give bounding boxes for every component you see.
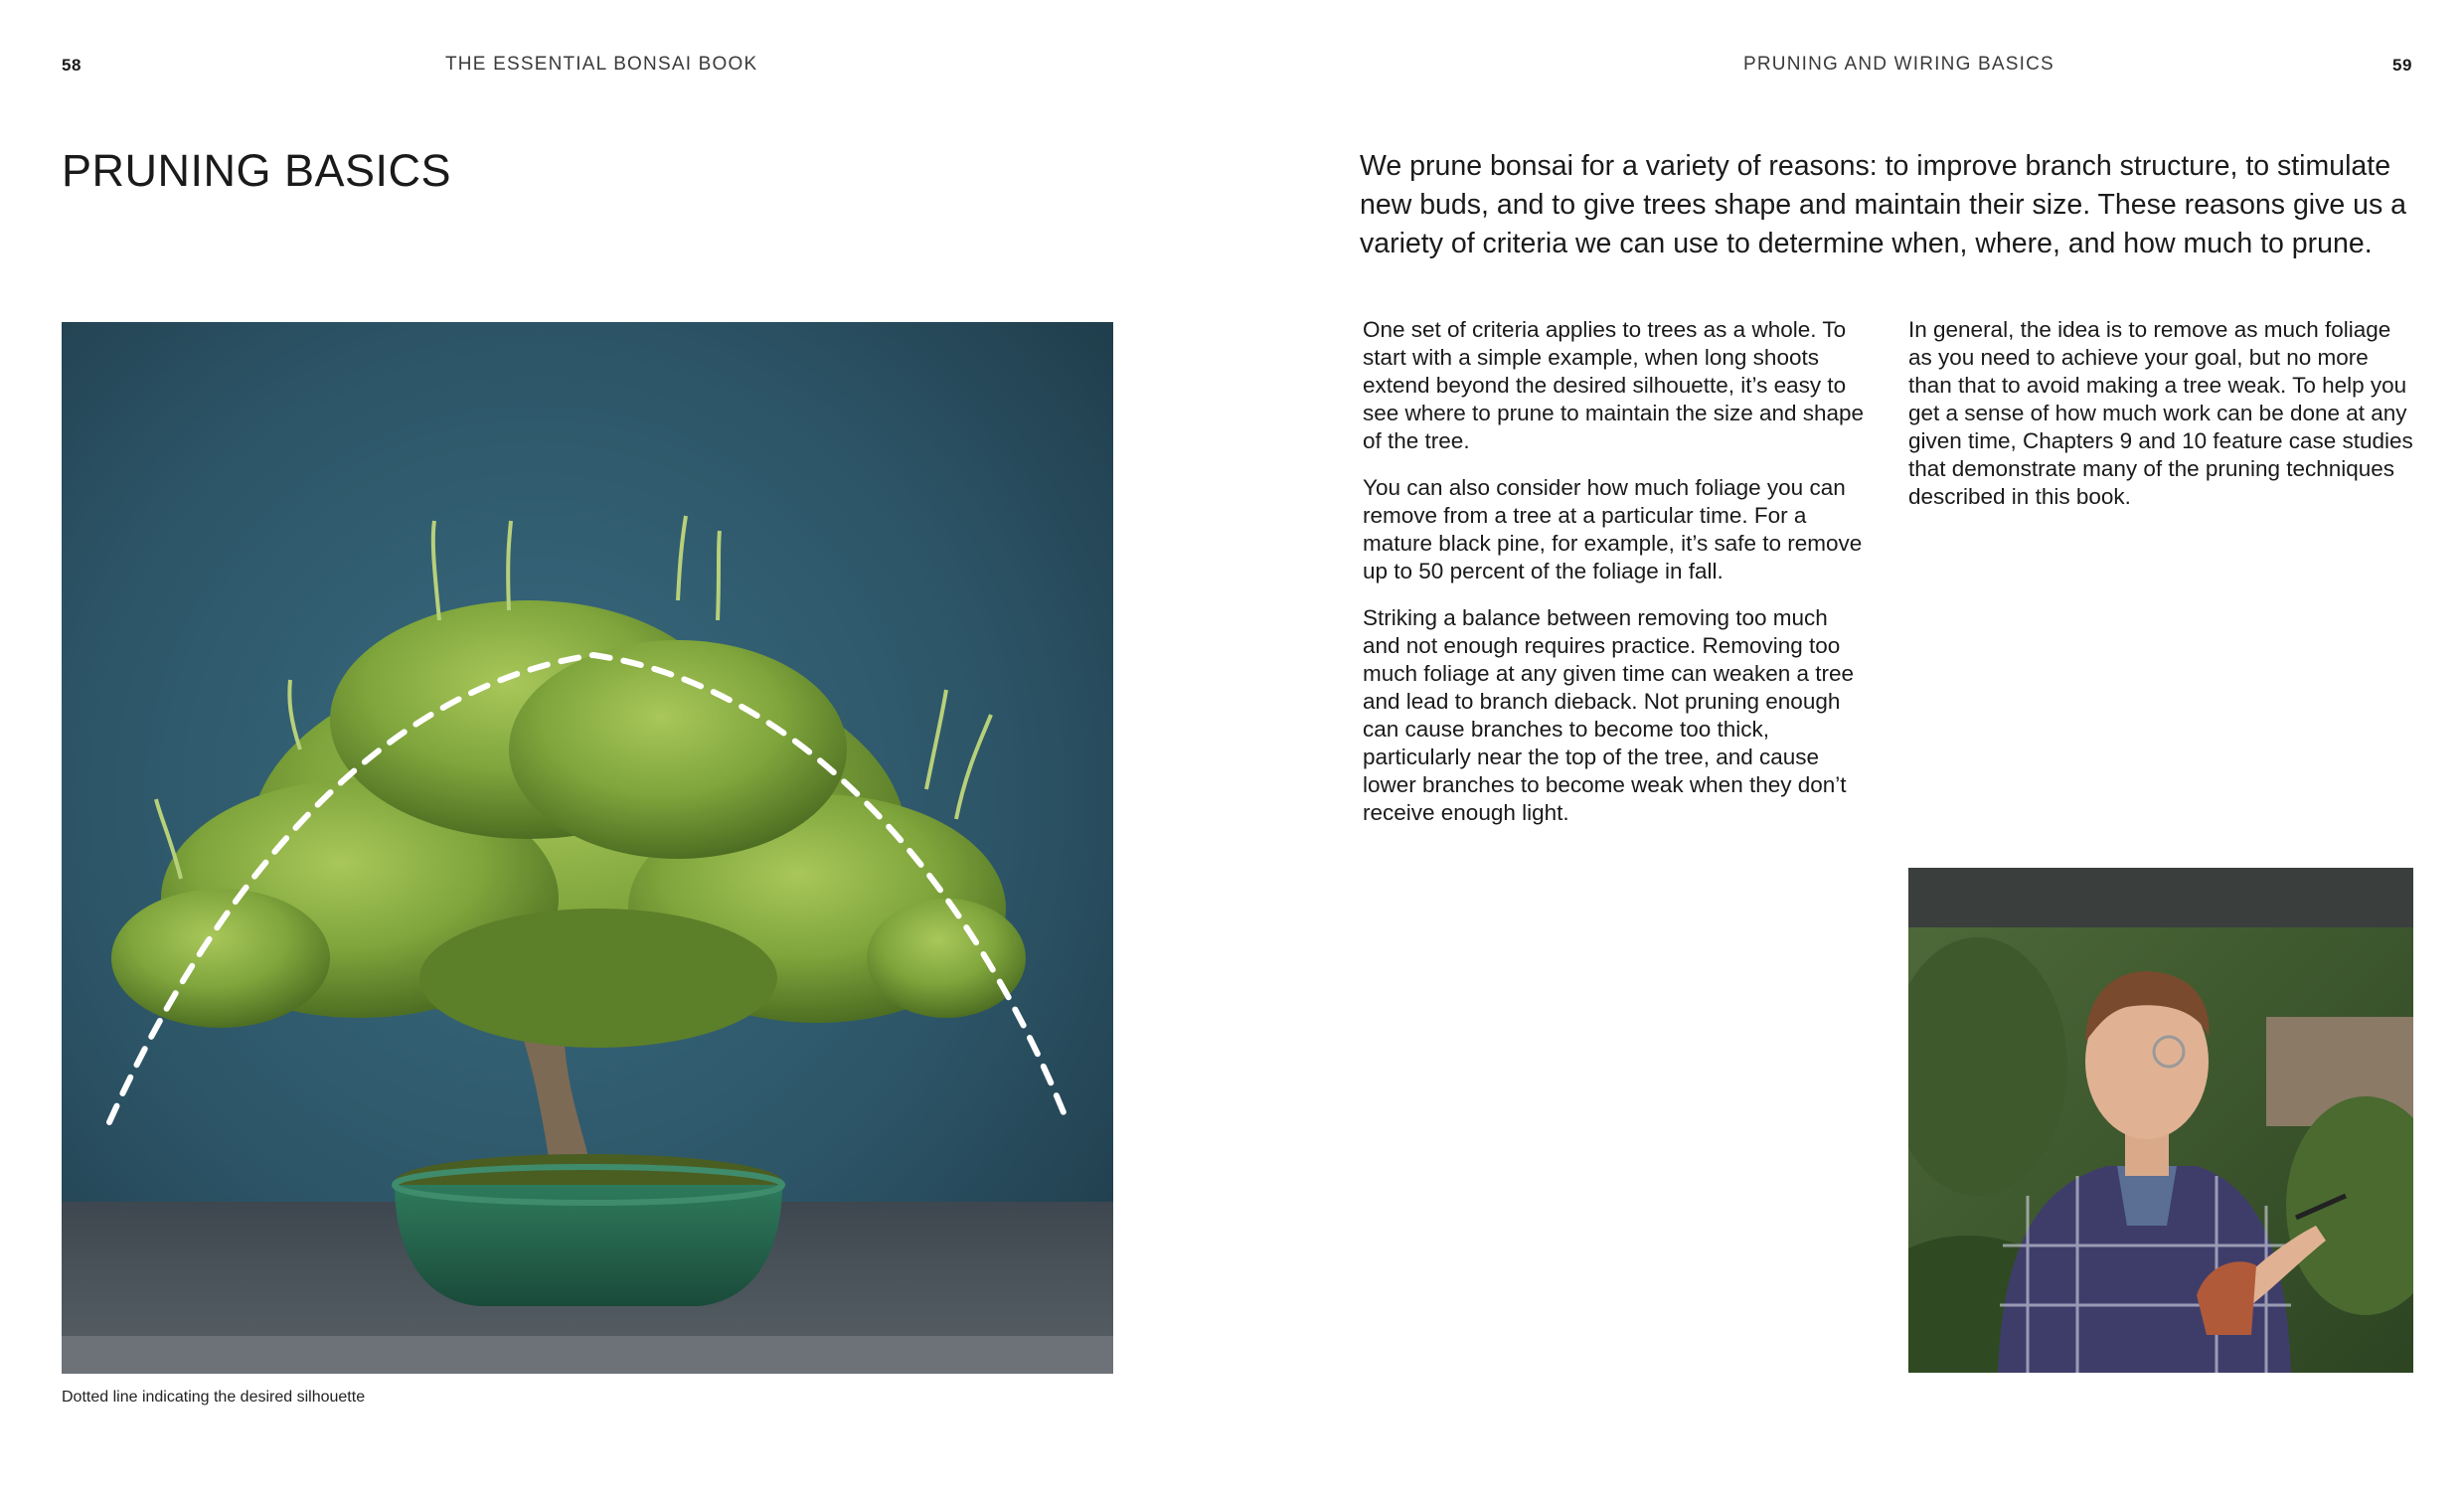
body-paragraph: You can also consider how much foliage you can remove from a tree at a particular time. For a mature black pine, for example, it’s safe to remove up to 50 percent of the foliage in fall. [1363, 475, 1863, 583]
lead-paragraph: We prune bonsai for a variety of reasons: to improve branch structure, to stimulate new buds, and to give trees shape and maintain their size. These reasons give us a variety of criteria we can use to determine when, where, and how much to prune. [1360, 150, 2407, 259]
body-paragraph: One set of criteria applies to trees as a whole. To start with a simple example, when long shoots extend beyond the desired silhouette, it’s easy to see where to prune to maintain the size and shape of the tree. [1363, 317, 1865, 453]
photo-caption: Dotted line indicating the desired silhouette [62, 1389, 366, 1406]
gardener-illustration [1908, 868, 2413, 1373]
right-running-title: PRUNING AND WIRING BASICS [1743, 54, 2054, 75]
right-page-number: 59 [2392, 56, 2412, 75]
bonsai-photo [62, 322, 1113, 1374]
body-paragraph: Striking a balance between removing too much and not enough requires practice. Removing too much foliage at any given time can weaken a tree and lead to branch dieback. Not pruning enough can cause branches to become too thick, particularly near the top of the tree, and cause lower branches to become weak when they don’t receive enough light. [1363, 605, 1855, 825]
left-page-number: 58 [62, 56, 82, 75]
shade-cloth [1908, 868, 2413, 927]
left-running-title: THE ESSENTIAL BONSAI BOOK [445, 54, 758, 75]
body-column-right [1908, 316, 2413, 530]
body-paragraph: In general, the idea is to remove as much foliage as you need to achieve your goal, but no more than that to avoid making a tree weak. To help you get a sense of how much work can be done at any given time, Chapters 9 and 10 feature case studies that demonstrate many of the pruning techniques described in this book. [1908, 317, 2413, 509]
body-column-left [1363, 316, 1868, 846]
page-title: PRUNING BASICS [62, 145, 452, 196]
bonsai-illustration [62, 322, 1113, 1374]
gardener-photo [1908, 868, 2413, 1373]
